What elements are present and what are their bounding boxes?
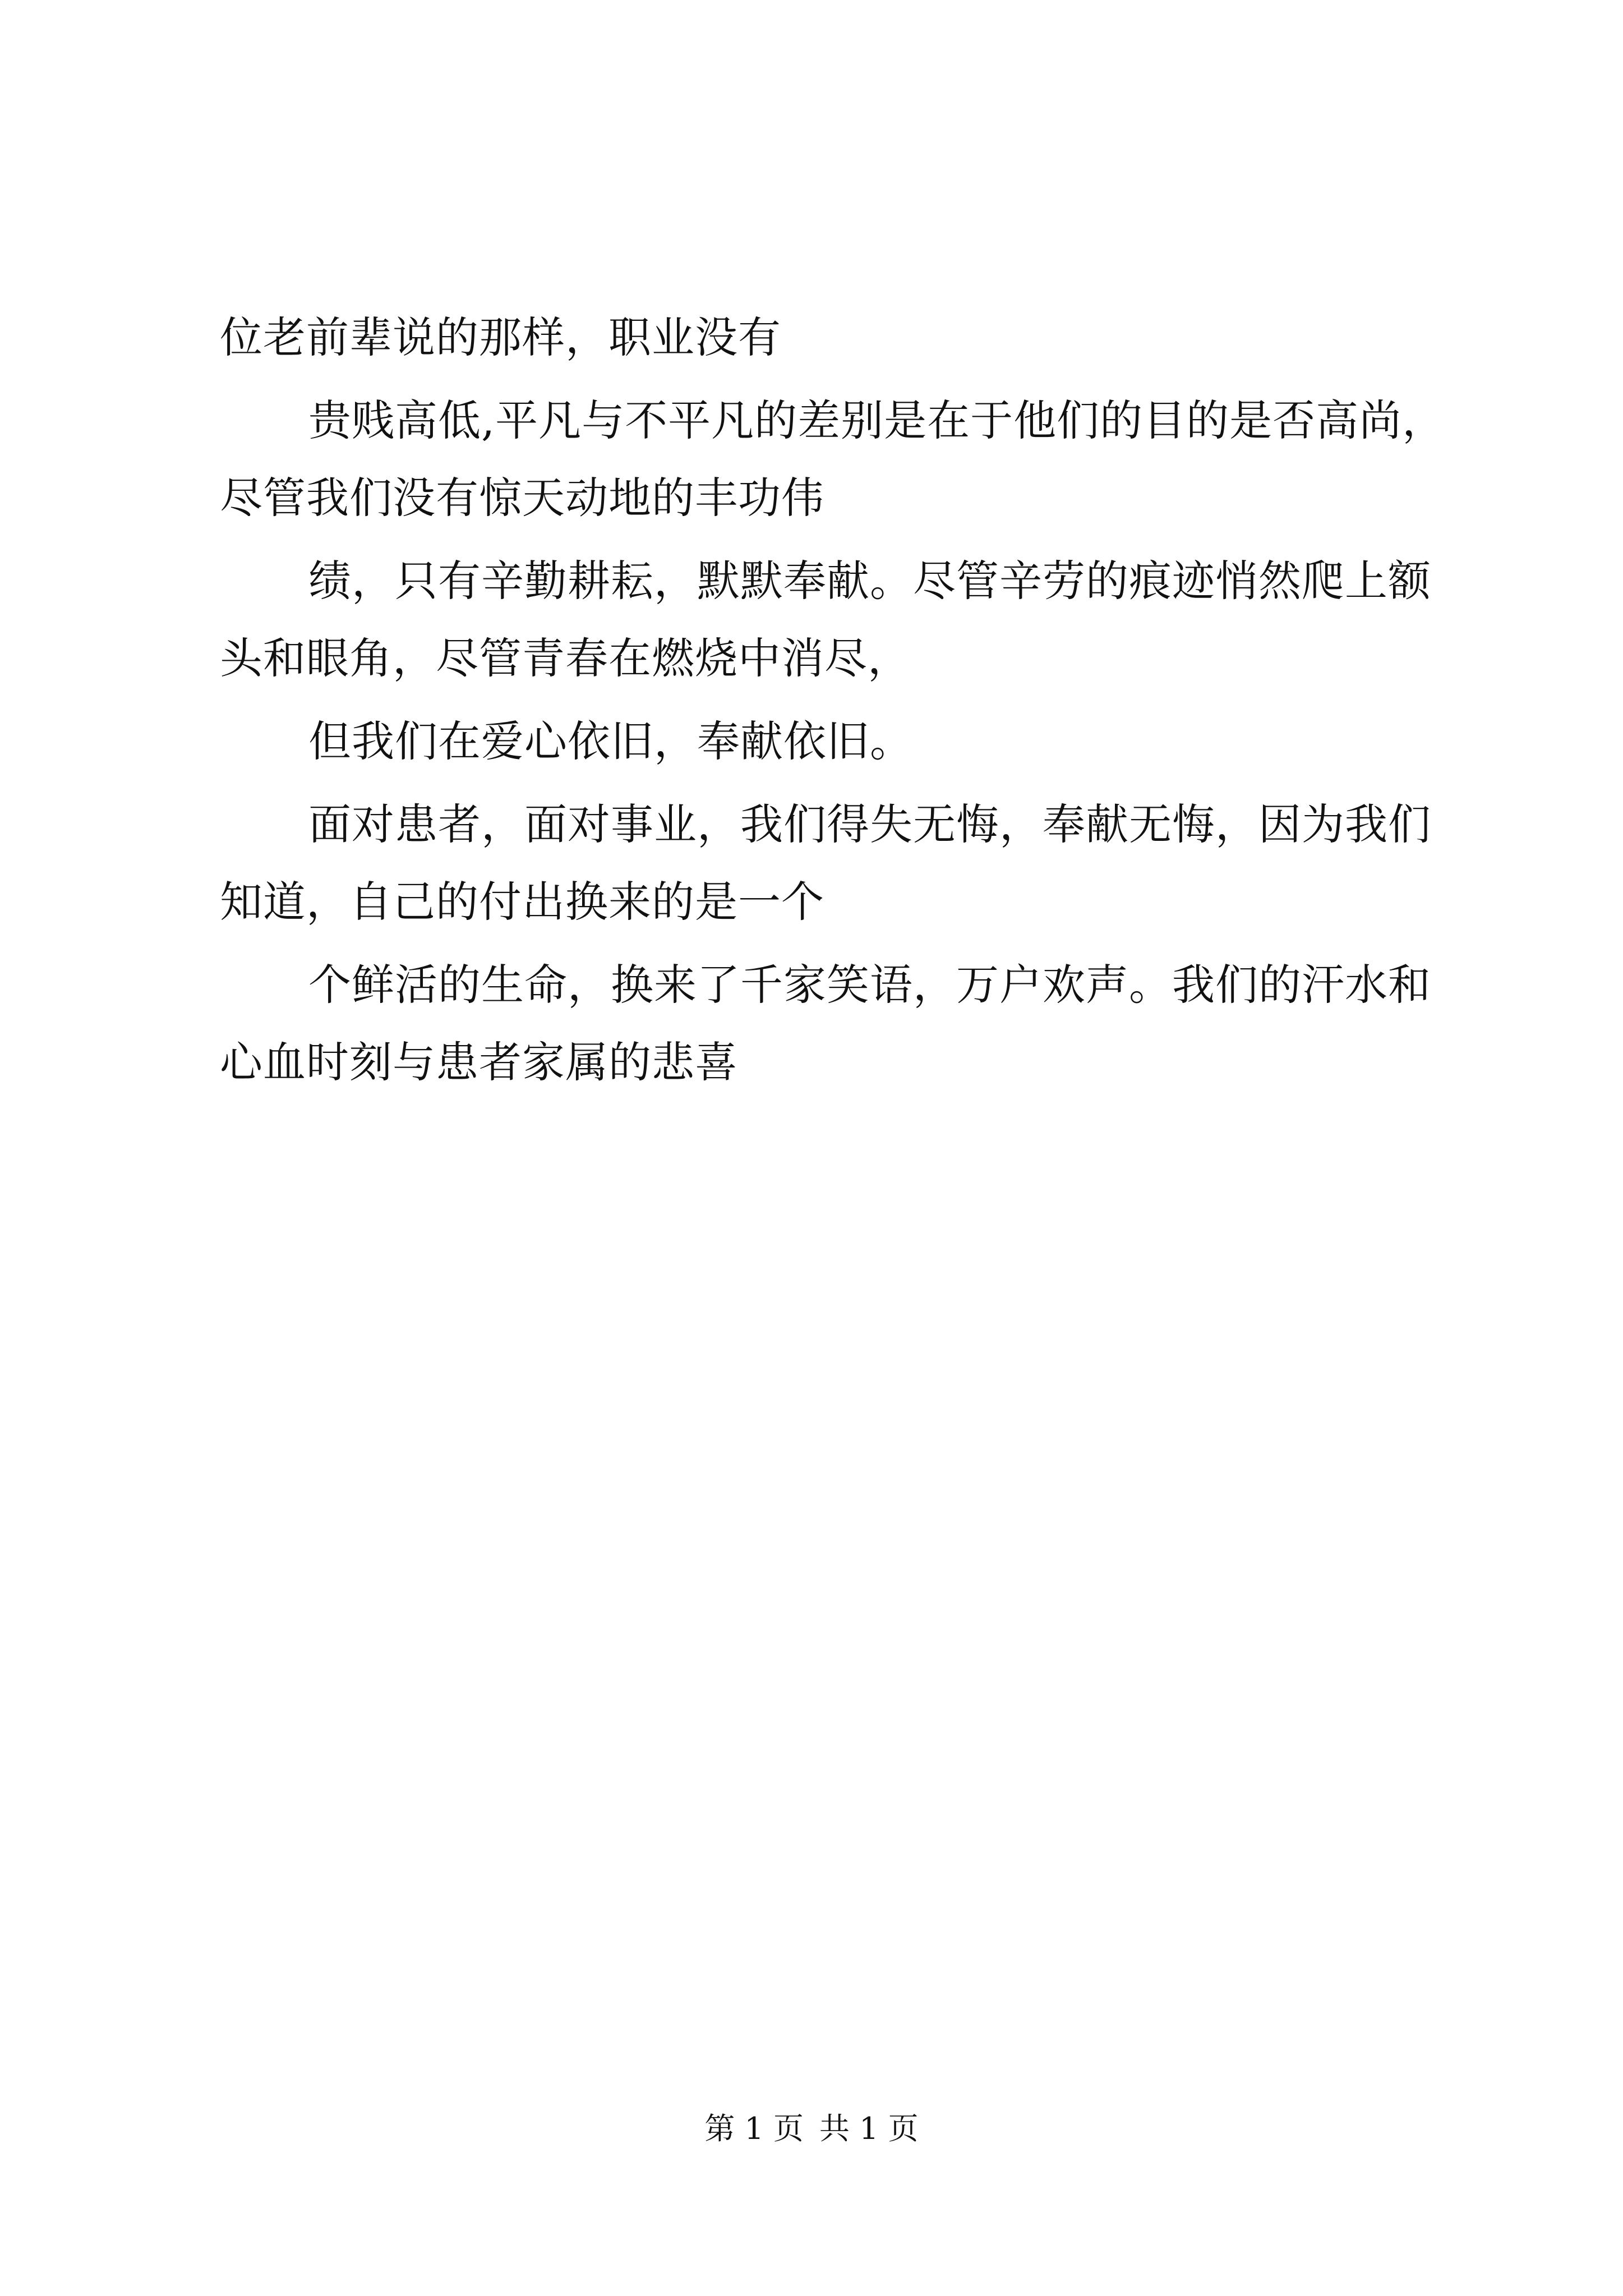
page-footer [0, 2109, 1623, 2148]
text-line-5: 头和眼角，尽管青春在燃烧中消尽， [220, 633, 911, 683]
text-line-9: 个鲜活的生命，换来了千家笑语，万户欢声。我们的汗水和 [308, 960, 1431, 1010]
text-line-3: 尽管我们没有惊天动地的丰功伟 [220, 473, 824, 523]
text-line-8: 知道，自己的付出换来的是一个 [220, 877, 824, 927]
text-line-4: 绩，只有辛勤耕耘，默默奉献。尽管辛劳的痕迹悄然爬上额 [308, 556, 1431, 606]
page-total-label: 共 1 页 [819, 2111, 919, 2146]
text-line-10: 心血时刻与患者家属的悲喜 [220, 1037, 738, 1087]
page-current-label: 第 1 页 [704, 2111, 804, 2146]
text-line-6: 但我们在爱心依旧，奉献依旧。 [308, 716, 913, 766]
text-line-1: 位老前辈说的那样，职业没有 [220, 312, 781, 362]
text-line-2: 贵贱高低,平凡与不平凡的差别是在于他们的目的是否高尚， [308, 395, 1446, 445]
text-line-7: 面对患者，面对事业，我们得失无悔，奉献无悔，因为我们 [308, 799, 1431, 849]
